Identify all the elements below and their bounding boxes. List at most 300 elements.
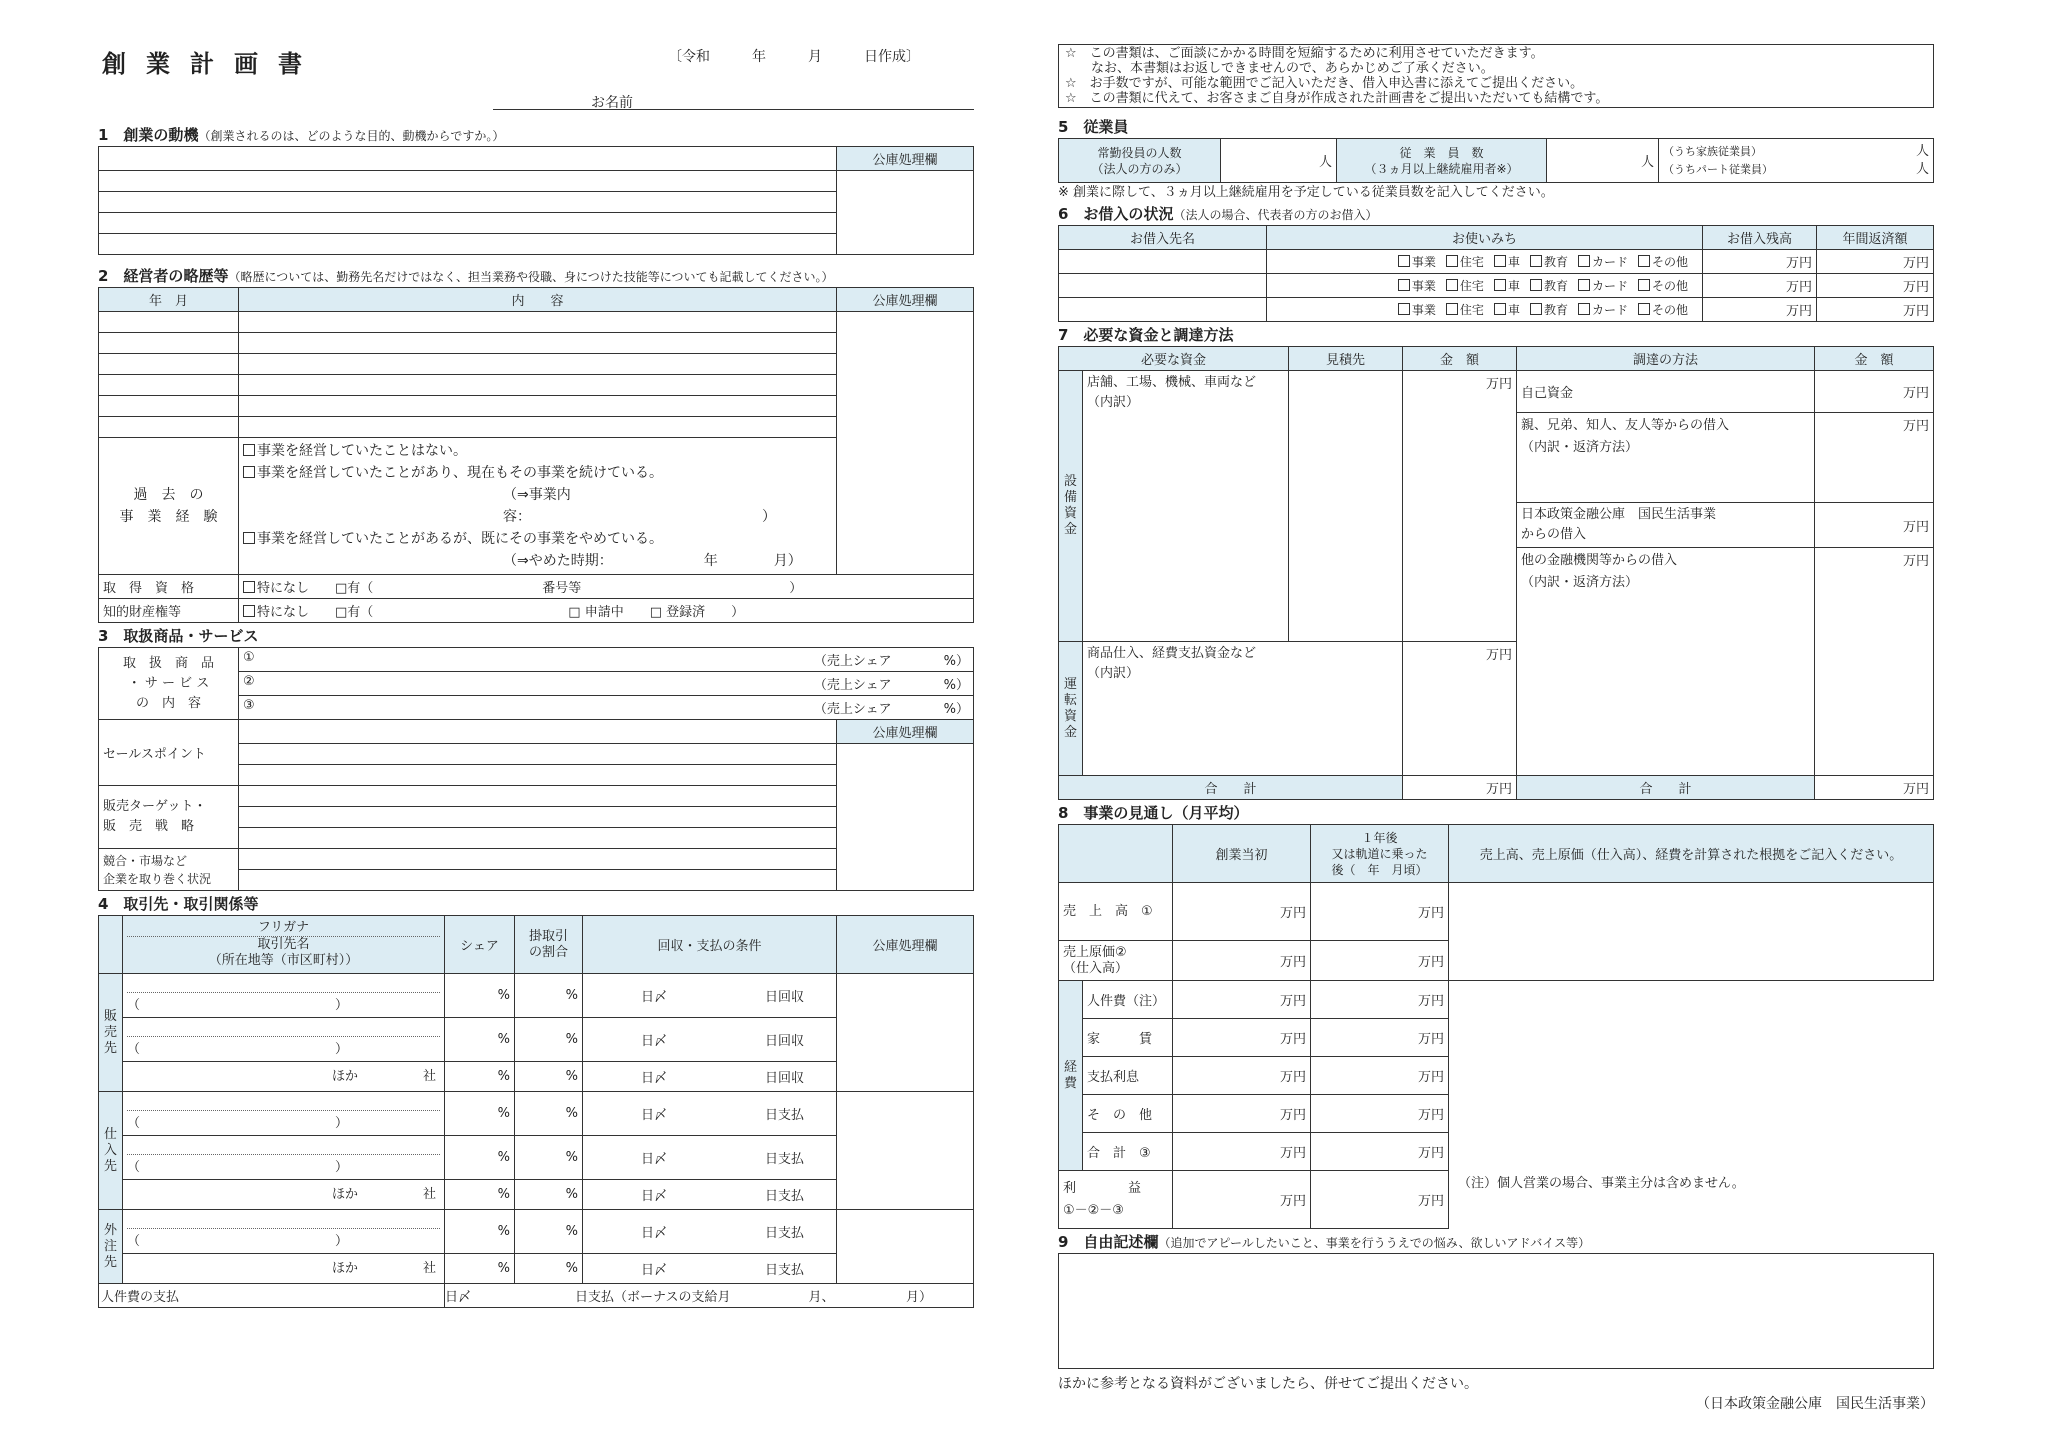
section-1-heading bbox=[98, 124, 974, 146]
past-option-3: 事業を経営していたことがあるが、既にその事業をやめている。 bbox=[257, 531, 663, 547]
share-field[interactable]: % bbox=[445, 1136, 515, 1180]
career-content[interactable] bbox=[239, 375, 837, 396]
use-option-label: その他 bbox=[1651, 303, 1688, 317]
address-paren: （ ） bbox=[127, 997, 349, 1013]
office-use-header: 公庫処理欄 bbox=[837, 916, 974, 974]
use-option-label: 事業 bbox=[1411, 303, 1436, 317]
share-header: シェア bbox=[445, 916, 515, 974]
partner-group-label: 販 売 先 bbox=[99, 974, 123, 1092]
payroll-label bbox=[99, 1284, 445, 1308]
section-3-heading: 3 取扱商品・サービス bbox=[98, 627, 259, 645]
unit: 人 bbox=[1915, 143, 1929, 159]
product-line[interactable] bbox=[239, 696, 974, 720]
checkbox[interactable] bbox=[243, 444, 255, 456]
expense-rows bbox=[1059, 981, 1934, 1171]
notice-line: ☆ この書類は、ご面談にかかる時間を短縮するために利用させていただきます。 bbox=[1065, 46, 1544, 61]
office-use-cell bbox=[837, 1062, 974, 1092]
career-date[interactable] bbox=[99, 354, 239, 375]
checkbox[interactable] bbox=[243, 466, 255, 478]
use-option-label: カード bbox=[1591, 279, 1628, 293]
expense-start[interactable]: 万円 bbox=[1173, 1133, 1311, 1171]
profit-label: 利 益 ①－②－③ bbox=[1059, 1171, 1173, 1229]
sales-point-label: セールスポイント bbox=[99, 720, 239, 786]
partner-group-label: 仕 入 先 bbox=[99, 1092, 123, 1210]
others-count: ほか 社 bbox=[331, 1260, 436, 1276]
ip-field[interactable] bbox=[239, 599, 974, 623]
checkbox[interactable] bbox=[1398, 279, 1410, 291]
checkbox[interactable] bbox=[1446, 303, 1458, 315]
operating-amount[interactable]: 万円 bbox=[1403, 642, 1517, 776]
sales-point-line[interactable] bbox=[239, 765, 837, 786]
product-line[interactable] bbox=[239, 672, 974, 696]
share-field[interactable]: % bbox=[445, 1210, 515, 1254]
career-content[interactable] bbox=[239, 417, 837, 438]
section-4-heading: 4 取引先・取引関係等 bbox=[98, 895, 259, 913]
day-close: 日〆 bbox=[641, 1226, 668, 1241]
cost-start[interactable]: 万円 bbox=[1173, 941, 1311, 981]
checkbox[interactable] bbox=[1638, 279, 1650, 291]
use-option-label: 住宅 bbox=[1459, 255, 1484, 269]
motive-line[interactable] bbox=[99, 192, 837, 213]
credit-ratio-field[interactable]: % bbox=[515, 1136, 583, 1180]
employee-breakdown[interactable] bbox=[1659, 139, 1934, 183]
partner-name-field[interactable] bbox=[123, 1136, 445, 1180]
terms-field[interactable] bbox=[583, 1254, 837, 1284]
share-field[interactable]: % bbox=[445, 1254, 515, 1284]
lender-field[interactable] bbox=[1059, 250, 1267, 274]
share-field[interactable]: % bbox=[445, 1092, 515, 1136]
loan-rows bbox=[1059, 250, 1934, 322]
employees-label: 従 業 員 数 （３ヵ月以上継続雇用者※） bbox=[1337, 139, 1547, 183]
unit: 人 bbox=[1915, 161, 1929, 177]
checkbox[interactable] bbox=[1494, 303, 1506, 315]
expenses-label: 経 費 bbox=[1059, 981, 1083, 1171]
terms-field[interactable] bbox=[583, 1210, 837, 1254]
source-other-banks: 他の金融機関等からの借入 （内訳・返済方法） bbox=[1517, 548, 1815, 776]
term-label: 日支払 bbox=[764, 1263, 804, 1278]
office-use-cell bbox=[837, 974, 974, 1018]
office-use-header: 公庫処理欄 bbox=[837, 147, 974, 171]
blank-corner bbox=[99, 916, 123, 974]
terms-field[interactable] bbox=[583, 1180, 837, 1210]
operating-funds-label: 運 転 資 金 bbox=[1059, 642, 1083, 776]
right-column bbox=[1058, 44, 1934, 1413]
address-paren: （ ） bbox=[127, 1233, 349, 1249]
balance-header: お借入残高 bbox=[1703, 226, 1817, 250]
payroll-label-text: 人件費の支払 bbox=[101, 1290, 180, 1305]
furigana-line bbox=[127, 979, 440, 993]
notice-line: ☆ この書類に代えて、お客さまご自身が作成された計画書をご提出いただいても結構です。 bbox=[1065, 91, 1609, 106]
term-label: 日支払 bbox=[764, 1108, 804, 1123]
section-6-title: 6 お借入の状況 bbox=[1058, 205, 1174, 223]
outlook-note: （注）個人営業の場合、事業主分は含めません。 bbox=[1458, 1176, 1745, 1191]
furigana-line bbox=[127, 1097, 440, 1111]
office-use-cell bbox=[837, 1210, 974, 1254]
expense-label: 家 賃 bbox=[1083, 1019, 1173, 1057]
section-9-title: 9 自由記述欄 bbox=[1058, 1233, 1159, 1251]
use-header: お使いみち bbox=[1267, 226, 1703, 250]
trading-partners-table bbox=[98, 915, 974, 1308]
source-family: 親、兄弟、知人、友人等からの借入 （内訳・返済方法） bbox=[1517, 413, 1815, 503]
share-field[interactable]: % bbox=[445, 974, 515, 1018]
item-number: ② bbox=[243, 674, 255, 689]
use-option-label: 教育 bbox=[1543, 303, 1568, 317]
credit-ratio-field[interactable]: % bbox=[515, 1210, 583, 1254]
career-content[interactable] bbox=[239, 333, 837, 354]
motive-line[interactable] bbox=[99, 147, 837, 171]
footer-note: ほかに参考となる資料がございましたら、併せてご提出ください。 bbox=[1058, 1376, 1478, 1392]
partner-name-field[interactable] bbox=[123, 1092, 445, 1136]
source-self: 自己資金 bbox=[1517, 371, 1815, 413]
section-8-heading: 8 事業の見通し（月平均） bbox=[1058, 804, 1249, 822]
partner-name-field[interactable] bbox=[123, 1210, 445, 1254]
payroll-field[interactable]: 日〆 日支払（ボーナスの支給月 月、 月） bbox=[445, 1284, 974, 1308]
ip-label: 知的財産権等 bbox=[99, 599, 239, 623]
address-paren: （ ） bbox=[127, 1115, 349, 1131]
career-date[interactable] bbox=[99, 417, 239, 438]
employees-note: ※ 創業に際して、３ヵ月以上継続雇用を予定している従業員数を記入してください。 bbox=[1058, 185, 1554, 200]
section-6-note: （法人の場合、代表者の方のお借入） bbox=[1173, 208, 1378, 222]
partner-name-field[interactable] bbox=[123, 1018, 445, 1062]
credit-ratio-field[interactable]: % bbox=[515, 1092, 583, 1136]
profit-start[interactable]: 万円 bbox=[1173, 1171, 1311, 1229]
partner-name-field[interactable] bbox=[123, 1062, 445, 1092]
section-1-note: （創業されるのは、どのような目的、動機からですか。） bbox=[198, 129, 505, 143]
form-title: 創業計画書 bbox=[102, 50, 322, 78]
use-options bbox=[1267, 274, 1703, 298]
balance-field[interactable]: 万円 bbox=[1703, 298, 1817, 322]
expense-after[interactable]: 万円 bbox=[1311, 981, 1449, 1019]
checkbox[interactable] bbox=[243, 605, 255, 617]
competition-line[interactable] bbox=[239, 849, 837, 870]
lender-header: お借入先名 bbox=[1059, 226, 1267, 250]
partner-name-field[interactable] bbox=[123, 1254, 445, 1284]
office-use-cell bbox=[837, 171, 974, 255]
use-options bbox=[1267, 250, 1703, 274]
checkbox[interactable] bbox=[243, 581, 255, 593]
day-close: 日〆 bbox=[641, 1152, 668, 1167]
annual-repayment-header: 年間返済額 bbox=[1817, 226, 1934, 250]
share-text: （売上シェア %） bbox=[813, 678, 969, 693]
term-label: 日回収 bbox=[764, 1071, 804, 1086]
need-total[interactable]: 万円 bbox=[1403, 776, 1517, 800]
section-9-note: （追加でアピールしたいこと、事業を行ううえでの悩み、欲しいアドバイス等） bbox=[1158, 1236, 1591, 1250]
day-close: 日〆 bbox=[641, 1189, 668, 1204]
sales-after[interactable]: 万円 bbox=[1311, 883, 1449, 941]
terms-field[interactable] bbox=[583, 1136, 837, 1180]
expense-after[interactable]: 万円 bbox=[1311, 1019, 1449, 1057]
furigana-line bbox=[127, 1141, 440, 1155]
checkbox[interactable] bbox=[1578, 255, 1590, 267]
name-field[interactable] bbox=[493, 92, 974, 110]
operating-detail[interactable]: 商品仕入、経費支払資金など （内訳） bbox=[1083, 642, 1403, 776]
expense-label: 合 計 ③ bbox=[1083, 1133, 1173, 1171]
sales-start[interactable]: 万円 bbox=[1173, 883, 1311, 941]
blank-corner bbox=[1059, 825, 1173, 883]
outlook-table bbox=[1058, 824, 1934, 1229]
qualification-label: 取 得 資 格 bbox=[99, 575, 239, 599]
start-header: 創業当初 bbox=[1173, 825, 1311, 883]
funding-table bbox=[1058, 346, 1934, 800]
products-label: 取 扱 商 品 ・ サ ー ビ ス の 内 容 bbox=[99, 648, 239, 720]
method-header: 調達の方法 bbox=[1517, 347, 1815, 371]
checkbox[interactable] bbox=[1578, 303, 1590, 315]
term-label: 日支払 bbox=[764, 1189, 804, 1204]
employees-count[interactable]: 人 bbox=[1547, 139, 1659, 183]
expense-after[interactable]: 万円 bbox=[1311, 1057, 1449, 1095]
partner-name-header bbox=[123, 916, 445, 974]
checkbox[interactable] bbox=[1530, 303, 1542, 315]
left-column bbox=[98, 40, 974, 1308]
section-1-title: 1 創業の動機 bbox=[98, 126, 199, 144]
partner-address-label: （所在地等（市区町村）） bbox=[208, 953, 359, 968]
office-use-cell bbox=[837, 312, 974, 575]
use-option-label: 教育 bbox=[1543, 255, 1568, 269]
checkbox[interactable] bbox=[1398, 255, 1410, 267]
credit-ratio-field[interactable]: % bbox=[515, 1254, 583, 1284]
expense-start[interactable]: 万円 bbox=[1173, 1057, 1311, 1095]
checkbox[interactable] bbox=[1638, 303, 1650, 315]
credit-ratio-field[interactable]: % bbox=[515, 974, 583, 1018]
created-date-label: 〔令和 年 月 日作成〕 bbox=[668, 49, 920, 65]
annual-repayment-field[interactable]: 万円 bbox=[1817, 298, 1934, 322]
ip-text: 特になし □有（ □ 申請中 □ 登録済 ） bbox=[257, 605, 745, 620]
credit-ratio-field[interactable]: % bbox=[515, 1062, 583, 1092]
motive-table bbox=[98, 146, 974, 255]
cost-label: 売上原価② （仕入高） bbox=[1059, 941, 1173, 981]
office-use-cell bbox=[837, 1254, 974, 1284]
free-text-field[interactable] bbox=[1058, 1253, 1934, 1369]
need-header: 必要な資金 bbox=[1059, 347, 1289, 371]
term-label: 日回収 bbox=[764, 990, 804, 1005]
terms-field[interactable] bbox=[583, 1062, 837, 1092]
use-option-label: 住宅 bbox=[1459, 279, 1484, 293]
annual-repayment-field[interactable]: 万円 bbox=[1817, 250, 1934, 274]
part-time-label: （うちパート従業員） bbox=[1663, 162, 1773, 176]
others-count: ほか 社 bbox=[331, 1186, 436, 1202]
issuer: （日本政策金融公庫 国民生活事業） bbox=[1696, 1396, 1934, 1412]
credit-ratio-field[interactable]: % bbox=[515, 1180, 583, 1210]
checkbox[interactable] bbox=[1446, 279, 1458, 291]
credit-ratio-header: 掛取引 の割合 bbox=[515, 916, 583, 974]
source-amount[interactable]: 万円 bbox=[1815, 503, 1934, 548]
competition-label: 競合・市場など 企業を取り巻く状況 bbox=[99, 849, 239, 891]
expense-start[interactable]: 万円 bbox=[1173, 981, 1311, 1019]
notice-box bbox=[1058, 44, 1934, 108]
terms-field[interactable] bbox=[583, 1018, 837, 1062]
name-label: お名前 bbox=[591, 95, 633, 111]
item-number: ① bbox=[243, 650, 255, 665]
expense-start[interactable]: 万円 bbox=[1173, 1095, 1311, 1133]
past-experience-label: 過 去 の 事 業 経 験 bbox=[99, 438, 239, 575]
expense-label: 支払利息 bbox=[1083, 1057, 1173, 1095]
past-option-2: 事業を経営していたことがあり、現在もその事業を続けている。 bbox=[257, 465, 663, 481]
career-content[interactable] bbox=[239, 354, 837, 375]
share-field[interactable]: % bbox=[445, 1062, 515, 1092]
target-line[interactable] bbox=[239, 807, 837, 828]
family-employees-label: （うち家族従業員） bbox=[1663, 144, 1762, 158]
officers-count[interactable]: 人 bbox=[1221, 139, 1337, 183]
notice-line: ☆ お手数ですが、可能な範囲でご記入いただき、借入申込書に添えてご提出ください。 bbox=[1065, 76, 1584, 91]
career-date[interactable] bbox=[99, 333, 239, 354]
source-amount[interactable]: 万円 bbox=[1815, 548, 1934, 776]
expense-label: 人件費（注） bbox=[1083, 981, 1173, 1019]
career-table bbox=[98, 287, 974, 623]
use-option-label: 車 bbox=[1507, 303, 1520, 317]
address-paren: （ ） bbox=[127, 1159, 349, 1175]
section-2-title: 2 経営者の略歴等 bbox=[98, 267, 229, 285]
term-label: 日回収 bbox=[764, 1034, 804, 1049]
facility-quote[interactable] bbox=[1289, 371, 1403, 642]
terms-field[interactable] bbox=[583, 974, 837, 1018]
basis-field[interactable] bbox=[1449, 883, 1934, 981]
source-total-label: 合 計 bbox=[1517, 776, 1815, 800]
profit-after[interactable]: 万円 bbox=[1311, 1171, 1449, 1229]
section-6-heading bbox=[1058, 203, 1934, 225]
expense-label: そ の 他 bbox=[1083, 1095, 1173, 1133]
facility-amount[interactable]: 万円 bbox=[1403, 371, 1517, 642]
method-amount-header: 金 額 bbox=[1815, 347, 1934, 371]
section-9-heading bbox=[1058, 1231, 1934, 1253]
qualification-text: 特になし □有（ 番号等 ） bbox=[257, 581, 803, 596]
office-use-header: 公庫処理欄 bbox=[837, 288, 974, 312]
past-option-1: 事業を経営していたことはない。 bbox=[257, 443, 467, 459]
col-content-header: 内 容 bbox=[239, 288, 837, 312]
expense-start[interactable]: 万円 bbox=[1173, 1019, 1311, 1057]
checkbox[interactable] bbox=[1638, 255, 1650, 267]
checkbox[interactable] bbox=[1530, 279, 1542, 291]
checkbox[interactable] bbox=[243, 532, 255, 544]
day-close: 日〆 bbox=[641, 1263, 668, 1278]
checkbox[interactable] bbox=[1494, 255, 1506, 267]
share-field[interactable]: % bbox=[445, 1018, 515, 1062]
checkbox[interactable] bbox=[1494, 279, 1506, 291]
checkbox[interactable] bbox=[1578, 279, 1590, 291]
others-count: ほか 社 bbox=[331, 1068, 436, 1084]
office-use-header: 公庫処理欄 bbox=[837, 720, 974, 744]
motive-line[interactable] bbox=[99, 213, 837, 234]
address-paren: （ ） bbox=[127, 1041, 349, 1057]
furigana-line bbox=[127, 1215, 440, 1229]
section-7-heading: 7 必要な資金と調達方法 bbox=[1058, 326, 1234, 344]
qualification-field[interactable] bbox=[239, 575, 974, 599]
sales-target-label: 販売ターゲット・ 販 売 戦 略 bbox=[99, 786, 239, 849]
share-text: （売上シェア %） bbox=[813, 702, 969, 717]
day-close: 日〆 bbox=[641, 1034, 668, 1049]
use-option-label: カード bbox=[1591, 303, 1628, 317]
motive-line[interactable] bbox=[99, 234, 837, 255]
office-use-cell bbox=[837, 1180, 974, 1210]
source-amount[interactable]: 万円 bbox=[1815, 371, 1934, 413]
career-content[interactable] bbox=[239, 312, 837, 333]
share-field[interactable]: % bbox=[445, 1180, 515, 1210]
col-date-header: 年 月 bbox=[99, 288, 239, 312]
motive-line[interactable] bbox=[99, 171, 837, 192]
checkbox[interactable] bbox=[1530, 255, 1542, 267]
annual-repayment-field[interactable]: 万円 bbox=[1817, 274, 1934, 298]
partner-rows bbox=[99, 974, 974, 1284]
office-use-cell bbox=[837, 1092, 974, 1136]
expense-after[interactable]: 万円 bbox=[1311, 1095, 1449, 1133]
section-2-note: （略歴については、勤務先名だけではなく、担当業務や役職、身につけた技能等についても記載してください。） bbox=[228, 270, 834, 284]
use-options bbox=[1267, 298, 1703, 322]
use-option-label: その他 bbox=[1651, 255, 1688, 269]
checkbox[interactable] bbox=[1446, 255, 1458, 267]
terms-header: 回収・支払の条件 bbox=[583, 916, 837, 974]
competition-line[interactable] bbox=[239, 870, 837, 891]
terms-field[interactable] bbox=[583, 1092, 837, 1136]
section-5-heading: 5 従業員 bbox=[1058, 118, 1129, 136]
office-use-cell bbox=[837, 1136, 974, 1180]
career-date[interactable] bbox=[99, 396, 239, 417]
share-text: （売上シェア %） bbox=[813, 654, 969, 669]
lender-field[interactable] bbox=[1059, 274, 1267, 298]
balance-field[interactable]: 万円 bbox=[1703, 274, 1817, 298]
career-date[interactable] bbox=[99, 312, 239, 333]
product-line[interactable] bbox=[239, 648, 974, 672]
use-option-label: その他 bbox=[1651, 279, 1688, 293]
partner-group-label: 外 注 先 bbox=[99, 1210, 123, 1284]
target-line[interactable] bbox=[239, 828, 837, 849]
partner-name-field[interactable] bbox=[123, 974, 445, 1018]
cost-after[interactable]: 万円 bbox=[1311, 941, 1449, 981]
target-line[interactable] bbox=[239, 786, 837, 807]
day-close: 日〆 bbox=[641, 990, 668, 1005]
source-jfc: 日本政策金融公庫 国民生活事業 からの借入 bbox=[1517, 503, 1815, 548]
day-close: 日〆 bbox=[641, 1071, 668, 1086]
furigana-label: フリガナ bbox=[127, 920, 440, 937]
past-experience-options bbox=[239, 438, 837, 575]
employees-table bbox=[1058, 138, 1934, 183]
use-option-label: 住宅 bbox=[1459, 303, 1484, 317]
need-total-label: 合 計 bbox=[1059, 776, 1403, 800]
sales-point-line[interactable] bbox=[239, 720, 837, 744]
products-table bbox=[98, 647, 974, 891]
sales-point-line[interactable] bbox=[239, 744, 837, 765]
office-use-cell bbox=[837, 744, 974, 891]
office-use-cell bbox=[837, 1018, 974, 1062]
loans-table bbox=[1058, 225, 1934, 322]
source-amount[interactable]: 万円 bbox=[1815, 413, 1934, 503]
past-option-3-detail: （⇒やめた時期： 年 月） bbox=[503, 553, 802, 569]
career-date[interactable] bbox=[99, 375, 239, 396]
use-option-label: 車 bbox=[1507, 279, 1520, 293]
partner-name-field[interactable] bbox=[123, 1180, 445, 1210]
use-option-label: 事業 bbox=[1411, 255, 1436, 269]
credit-ratio-field[interactable]: % bbox=[515, 1018, 583, 1062]
amount-header: 金 額 bbox=[1403, 347, 1517, 371]
use-option-label: 事業 bbox=[1411, 279, 1436, 293]
notice-line: なお、本書類はお返しできませんので、あらかじめご了承ください。 bbox=[1065, 61, 1494, 76]
term-label: 日支払 bbox=[764, 1226, 804, 1241]
facility-funds-label: 設 備 資 金 bbox=[1059, 371, 1083, 642]
basis-header: 売上高、売上原価（仕入高）、経費を計算された根拠をご記入ください。 bbox=[1449, 825, 1934, 883]
lender-field[interactable] bbox=[1059, 298, 1267, 322]
officers-label: 常勤役員の人数 （法人の方のみ） bbox=[1059, 139, 1221, 183]
after-one-year-header: １年後 又は軌道に乗った 後（ 年 月頃） bbox=[1311, 825, 1449, 883]
facility-detail[interactable]: 店舗、工場、機械、車両など （内訳） bbox=[1083, 371, 1289, 642]
source-total[interactable]: 万円 bbox=[1815, 776, 1934, 800]
use-option-label: 車 bbox=[1507, 255, 1520, 269]
use-option-label: 教育 bbox=[1543, 279, 1568, 293]
career-content[interactable] bbox=[239, 396, 837, 417]
partner-name-label: 取引先名 bbox=[257, 937, 310, 952]
expense-after[interactable]: 万円 bbox=[1311, 1133, 1449, 1171]
section-2-heading bbox=[98, 265, 974, 287]
term-label: 日支払 bbox=[764, 1152, 804, 1167]
checkbox[interactable] bbox=[1398, 303, 1410, 315]
balance-field[interactable]: 万円 bbox=[1703, 250, 1817, 274]
